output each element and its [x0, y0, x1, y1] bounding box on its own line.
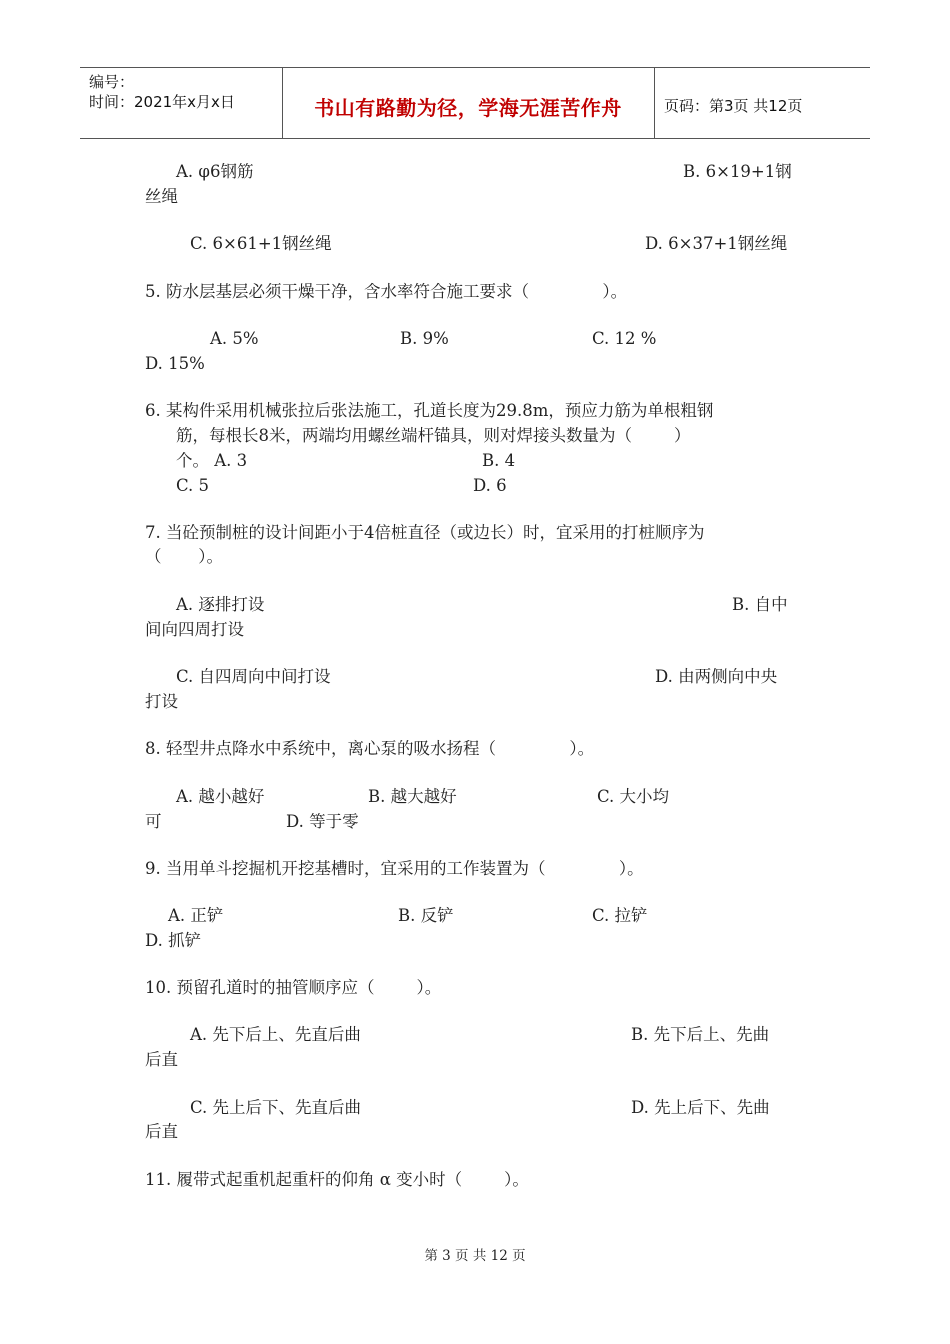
- option-line: C. 大小均: [597, 787, 670, 806]
- wrap-line: 打设: [145, 692, 178, 711]
- option-line: D. 抓铲: [145, 931, 202, 950]
- wrap-line: 后直: [145, 1050, 178, 1069]
- motto: 书山有路勤为径，学海无涯苦作舟: [314, 96, 622, 120]
- option-line: D. 6×37+1钢丝绳: [645, 234, 788, 253]
- option-line: B. 4: [482, 451, 516, 470]
- option-line: D. 6: [473, 476, 507, 495]
- header-table: [80, 67, 870, 139]
- question-line: 9. 当用单斗挖掘机开挖基槽时，宜采用的工作装置为（ ）。: [145, 859, 644, 878]
- wrap-line: 可: [145, 812, 162, 831]
- option-line: A. φ6钢筋: [176, 162, 254, 181]
- wrap-line: 丝绳: [145, 187, 178, 206]
- option-line: D. 由两侧向中央: [655, 667, 778, 686]
- footer-page-number: 第 3 页 共 12 页: [424, 1248, 526, 1264]
- option-line: D. 等于零: [286, 812, 359, 831]
- option-line: C. 拉铲: [592, 906, 648, 925]
- option-line: A. 5%: [210, 329, 259, 348]
- option-line: C. 自四周向中间打设: [176, 667, 331, 686]
- option-line: B. 先下后上、先曲: [631, 1025, 770, 1044]
- option-line: B. 6×19+1钢: [683, 162, 792, 181]
- number-label: 编号：: [89, 73, 135, 91]
- header-page-cell: [654, 68, 870, 138]
- question-line: 6. 某构件采用机械张拉后张法施工，孔道长度为29.8m，预应力筋为单根粗钢: [145, 401, 714, 420]
- question-line: 8. 轻型井点降水中系统中，离心泵的吸水扬程（ ）。: [145, 739, 595, 758]
- option-line: A. 正铲: [168, 906, 224, 925]
- time-label: 时间：2021年x月x日: [89, 93, 235, 111]
- option-line: D. 15%: [145, 354, 205, 373]
- header-info-cell: [80, 68, 283, 138]
- question-line: 11. 履带式起重机起重杆的仰角 α 变小时（ ）。: [145, 1170, 529, 1189]
- option-line: D. 先上后下、先曲: [631, 1098, 770, 1117]
- option-line: C. 5: [176, 476, 210, 495]
- wrap-line: 间向四周打设: [145, 620, 244, 639]
- question-line: 筋，每根长8米，两端均用螺丝端杆锚具，则对焊接头数量为（ ）: [176, 426, 691, 445]
- question-line: 10. 预留孔道时的抽管顺序应（ ）。: [145, 978, 442, 997]
- option-line: A. 先下后上、先直后曲: [190, 1025, 361, 1044]
- option-line: C. 12 %: [592, 329, 657, 348]
- option-line: B. 反铲: [398, 906, 454, 925]
- option-line: B. 9%: [400, 329, 449, 348]
- header-page-label: 页码：第3页 共12页: [664, 97, 803, 115]
- option-line: A. 越小越好: [176, 787, 265, 806]
- question-line: 5. 防水层基层必须干燥干净，含水率符合施工要求（ ）。: [145, 282, 628, 301]
- option-line: 个。 A. 3: [176, 451, 248, 470]
- question-line: 7. 当砼预制桩的设计间距小于4倍桩直径（或边长）时，宜采用的打桩顺序为: [145, 523, 705, 542]
- question-line: （ ）。: [145, 547, 223, 566]
- option-line: C. 6×61+1钢丝绳: [190, 234, 332, 253]
- wrap-line: 后直: [145, 1122, 178, 1141]
- option-line: C. 先上后下、先直后曲: [190, 1098, 362, 1117]
- option-line: A. 逐排打设: [176, 595, 265, 614]
- option-line: B. 自中: [732, 595, 788, 614]
- header-motto-cell: [282, 68, 655, 138]
- option-line: B. 越大越好: [368, 787, 457, 806]
